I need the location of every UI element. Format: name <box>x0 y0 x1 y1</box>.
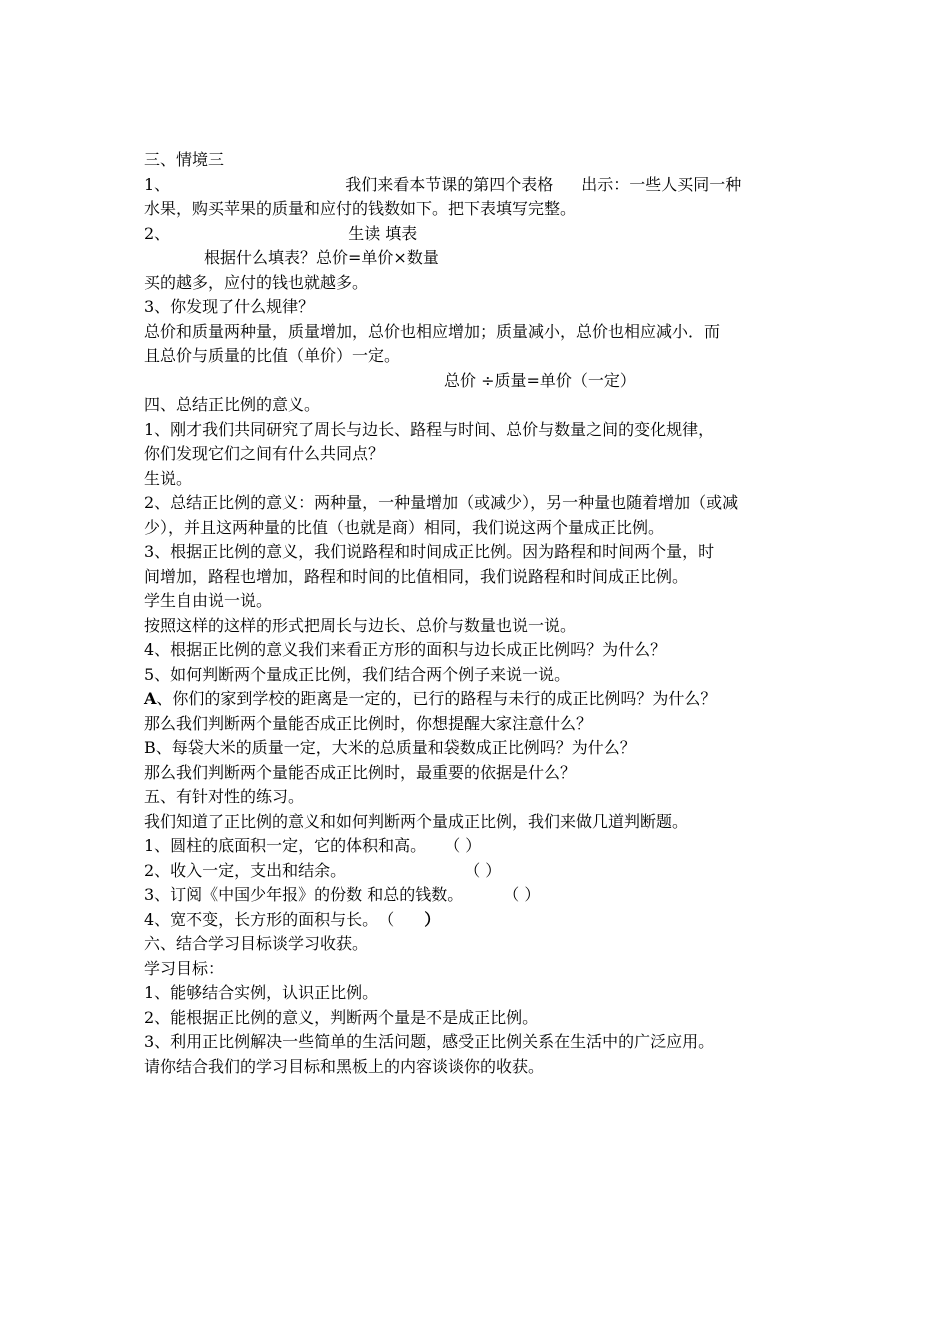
section-6-goal-3: 3、利用正比例解决一些简单的生活问题，感受正比例关系在生活中的广泛应用。 <box>144 1032 715 1051</box>
section-5-q4 <box>144 908 824 933</box>
answer-blank-open[interactable]: （ <box>378 909 395 929</box>
section-4-p3-practice: 按照这样的这样的形式把周长与边长、总价与数量也说一说。 <box>144 615 577 635</box>
answer-blank[interactable]: （ ） <box>503 885 541 904</box>
section-4-p1-cont: 你们发现它们之间有什么共同点？ <box>144 444 385 463</box>
answer-blank[interactable]: （ ） <box>464 860 502 880</box>
section-5-title: 五、有针对性的练习。 <box>144 787 305 806</box>
section-6-title: 六、结合学习目标谈学习收获。 <box>144 934 369 953</box>
item-text: 我们来看本节课的第四个表格 <box>345 174 554 194</box>
section-3-item-3: 3、你发现了什么规律？ <box>144 297 315 316</box>
section-4-p3-student: 学生自由说一说。 <box>144 591 273 610</box>
item-text: 出示：一些人买同一种 <box>581 174 742 194</box>
section-3-item-3-text-cont: 且总价与质量的比值（单价）一定。 <box>144 346 401 365</box>
section-4-p1: 1、刚才我们共同研究了周长与边长、路程与时间、总价与数量之间的变化规律， <box>144 419 715 439</box>
section-4-pB-followup: 那么我们判断两个量能否成正比例时，最重要的依据是什么？ <box>144 762 577 782</box>
example-text: 、你们的家到学校的距离是一定的，已行的路程与未行的成正比例吗？为什么？ <box>156 689 717 708</box>
section-3-formula: 总价 ÷质量=单价（一定） <box>444 370 636 390</box>
section-6-goal-title: 学习目标： <box>144 958 225 978</box>
section-4-title: 四、总结正比例的意义。 <box>144 395 321 414</box>
question-text: 3、订阅《中国少年报》的份数 和总的钱数。 <box>144 885 464 904</box>
question-text: 2、收入一定，支出和结余。 <box>144 860 347 880</box>
section-5-q2 <box>144 859 824 884</box>
item-number: 1、 <box>144 174 171 194</box>
item-number: 2、 <box>144 223 171 243</box>
section-5-intro: 我们知道了正比例的意义和如何判断两个量成正比例，我们来做几道判断题。 <box>144 811 689 831</box>
section-3-item-2-question: 根据什么填表？总价=单价×数量 <box>204 248 439 267</box>
item-text: 生读 填表 <box>348 223 418 243</box>
section-5-q1 <box>144 834 824 859</box>
section-6-goal-1: 1、能够结合实例，认识正比例。 <box>144 983 379 1002</box>
section-3-title: 三、情境三 <box>144 150 225 169</box>
document-body <box>144 148 824 1079</box>
question-text: 4、宽不变，长方形的面积与长。 <box>144 909 379 929</box>
section-4-p1-answer: 生说。 <box>144 468 193 488</box>
section-4-pA-followup: 那么我们判断两个量能否成正比例时，你想提醒大家注意什么？ <box>144 713 593 733</box>
example-label: A <box>144 689 157 708</box>
question-text: 1、圆柱的底面积一定，它的体积和高。 <box>144 836 427 855</box>
section-6-goal-2: 2、能根据正比例的意义，判断两个量是不是成正比例。 <box>144 1007 539 1027</box>
section-3-item-3-text: 总价和质量两种量，质量增加，总价也相应增加；质量减小，总价也相应减小．而 <box>144 321 721 341</box>
section-4-p2-cont: 少），并且这两种量的比值（也就是商）相同，我们说这两个量成正比例。 <box>144 517 665 537</box>
answer-blank-close: ） <box>424 909 441 929</box>
section-4-pA <box>144 687 824 712</box>
section-3-item-2 <box>144 222 824 247</box>
answer-blank[interactable]: （ ） <box>444 836 482 855</box>
section-3-item-1 <box>144 173 824 198</box>
section-4-p2: 2、总结正比例的意义：两种量，一种量增加（或减少），另一种量也随着增加（或减 <box>144 493 739 512</box>
section-6-closing: 请你结合我们的学习目标和黑板上的内容谈谈你的收获。 <box>144 1056 545 1076</box>
section-4-p5: 5、如何判断两个量成正比例，我们结合两个例子来说一说。 <box>144 664 571 684</box>
section-4-p3-cont: 间增加，路程也增加，路程和时间的比值相同，我们说路程和时间成正比例。 <box>144 566 689 586</box>
section-4-pB: B、每袋大米的质量一定，大米的总质量和袋数成正比例吗？为什么？ <box>144 738 636 757</box>
section-4-p3: 3、根据正比例的意义，我们说路程和时间成正比例。因为路程和时间两个量，时 <box>144 542 715 561</box>
section-3-item-2-note: 买的越多，应付的钱也就越多。 <box>144 272 369 292</box>
section-3-item-1-cont: 水果，购买苹果的质量和应付的钱数如下。把下表填写完整。 <box>144 199 577 218</box>
section-5-q3 <box>144 883 824 908</box>
section-4-p4: 4、根据正比例的意义我们来看正方形的面积与边长成正比例吗？为什么？ <box>144 640 667 659</box>
